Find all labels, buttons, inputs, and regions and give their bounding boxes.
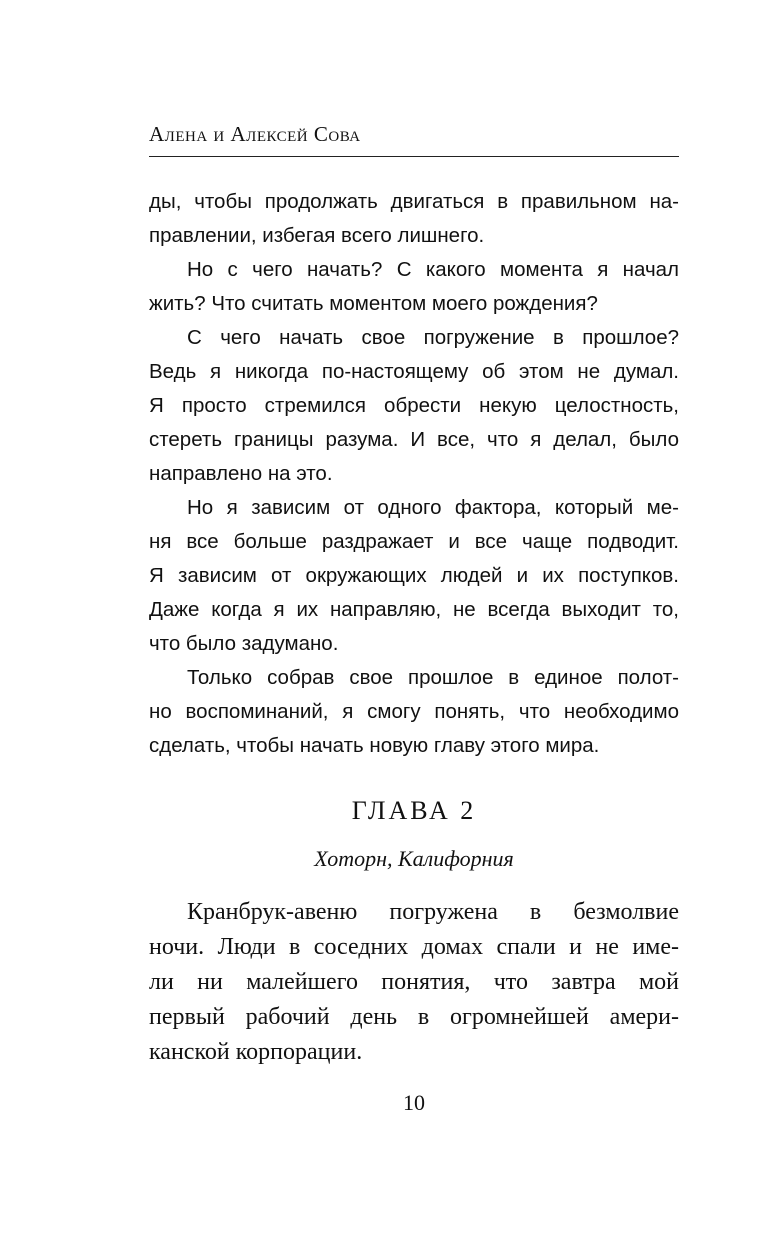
text-line: Ведь я никогда по-настоящему об этом не думал. [149,360,679,383]
body-text-serif [149,895,679,1070]
running-header: Алена и Алексей Сова [149,122,361,146]
text-line: канской корпорации. [149,1039,363,1065]
body-text-sans [149,185,679,763]
text-line: стереть границы разума. И все, что я делал, было [149,428,679,451]
text-line: Даже когда я их направляю, не всегда выходит то, [149,598,679,621]
text-line: ды, чтобы продолжать двигаться в правильном на- [149,190,679,213]
text-line: направлено на это. [149,462,333,485]
text-line: Я просто стремился обрести некую целостность, [149,394,679,417]
text-line: Кранбрук-авеню погружена в безмолвие [187,899,679,925]
chapter-title: ГЛАВА 2 [351,796,477,825]
text-line: С чего начать свое погружение в прошлое? [187,326,679,349]
text-line: что было задумано. [149,632,339,655]
text-line: правлении, избегая всего лишнего. [149,224,485,247]
text-line: жить? Что считать моментом моего рождения? [149,292,598,315]
text-line: Только собрав свое прошлое в единое полот- [187,666,679,689]
page-number: 10 [403,1090,425,1115]
text-line: сделать, чтобы начать новую главу этого мира. [149,734,600,757]
text-line: Но с чего начать? С какого момента я начал [187,258,679,281]
text-line: ночи. Люди в соседних домах спали и не име- [149,934,679,960]
text-line: Я зависим от окружающих людей и их поступков. [149,564,679,587]
text-line: ли ни малейшего понятия, что завтра мой [149,969,679,995]
text-line: но воспоминаний, я смогу понять, что необходимо [149,700,679,723]
header-rule [149,156,679,157]
chapter-location: Хоторн, Калифорния [314,846,514,871]
text-line: первый рабочий день в огромнейшей амери- [149,1004,679,1030]
text-line: Но я зависим от одного фактора, который ме- [187,496,679,519]
text-line: ня все больше раздражает и все чаще подводит. [149,530,679,553]
